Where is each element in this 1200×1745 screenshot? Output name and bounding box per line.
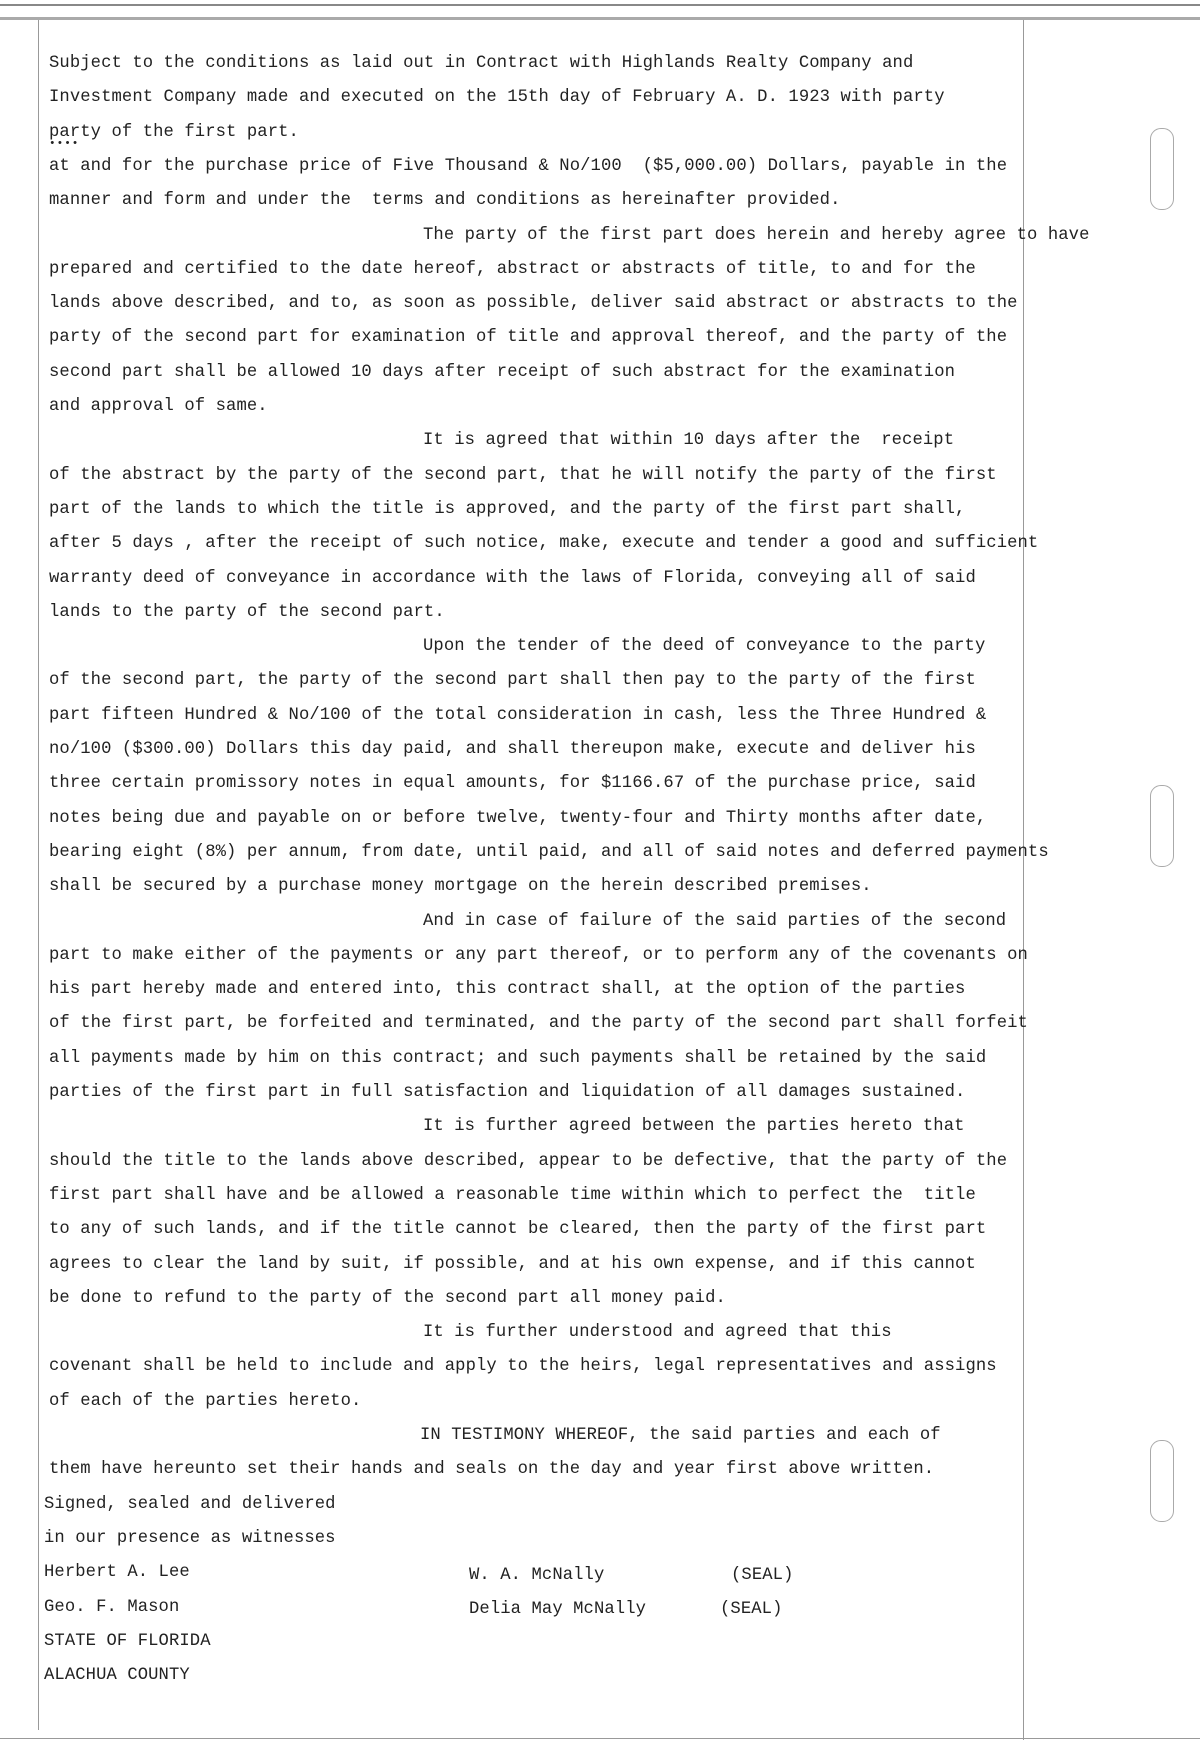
text-line: no/100 ($300.00) Dollars this day paid, and shall thereupon make, execute and deliver his: [49, 740, 976, 759]
paragraph-first-line: And in case of failure of the said parties of the second: [423, 911, 1007, 931]
text-line: Investment Company made and executed on the 15th day of February A. D. 1923 with party: [49, 88, 945, 108]
text-line: first part shall have and be allowed a reasonable time within which to perfect the title: [49, 1185, 976, 1205]
right-margin-line: [1023, 20, 1024, 1740]
paragraph-first-line: The party of the first part does herein and hereby agree to have: [423, 225, 1090, 245]
signature-name: W. A. McNally: [469, 1566, 605, 1585]
text-line: lands above described, and to, as soon as possible, deliver said abstract or abstracts to the: [49, 294, 1018, 314]
text-line: second part shall be allowed 10 days after receipt of such abstract for the examination: [49, 362, 956, 382]
text-line: Subject to the conditions as laid out in Contract with Highlands Realty Company and: [49, 54, 914, 73]
seal-label: (SEAL): [720, 1600, 783, 1619]
text-line: all payments made by him on this contract; and such payments shall be retained by the said: [49, 1048, 987, 1068]
seal-label: (SEAL): [731, 1566, 794, 1585]
left-margin-line: [38, 20, 39, 1730]
text-line: three certain promissory notes in equal amounts, for $1166.67 of the purchase price, said: [49, 774, 976, 794]
paragraph-first-line: It is agreed that within 10 days after the receipt: [423, 431, 955, 451]
binder-hole-icon: [1150, 128, 1174, 210]
text-line: to any of such lands, and if the title cannot be cleared, then the party of the first part: [49, 1220, 987, 1240]
text-line: Geo. F. Mason: [44, 1597, 180, 1617]
text-line: and approval of same.: [49, 397, 268, 416]
bottom-border: [0, 1738, 1200, 1739]
text-line: lands to the party of the second part.: [49, 602, 445, 622]
text-line: of the abstract by the party of the second part, that he will notify the party of the first: [49, 465, 997, 485]
text-line: ALACHUA COUNTY: [44, 1666, 190, 1686]
text-line: notes being due and payable on or before twelve, twenty-four and Thirty months after date,: [49, 808, 987, 828]
text-line: part fifteen Hundred & No/100 of the total consideration in cash, less the Three Hundred &: [49, 705, 987, 725]
text-line: of the first part, be forfeited and terminated, and the party of the second part shall forfeit: [49, 1014, 1028, 1034]
ellipsis-marks: ••••: [49, 138, 80, 150]
binder-hole-icon: [1150, 785, 1174, 867]
text-line: in our presence as witnesses: [44, 1528, 336, 1548]
top-border-inner: [0, 17, 1200, 20]
text-line: manner and form and under the terms and conditions as hereinafter provided.: [49, 191, 841, 211]
text-line: of each of the parties hereto.: [49, 1391, 362, 1411]
text-line: covenant shall be held to include and apply to the heirs, legal representatives and assigns: [49, 1357, 997, 1377]
text-line: STATE OF FLORIDA: [44, 1631, 211, 1651]
text-line: be done to refund to the party of the second part all money paid.: [49, 1288, 726, 1308]
text-line: at and for the purchase price of Five Thousand & No/100 ($5,000.00) Dollars, payable in the: [49, 156, 1008, 176]
text-line: part of the lands to which the title is approved, and the party of the first part shall,: [49, 499, 966, 519]
text-line: Herbert A. Lee: [44, 1563, 190, 1583]
text-line: bearing eight (8%) per annum, from date, until paid, and all of said notes and deferred payments: [49, 842, 1049, 862]
paragraph-first-line: It is further agreed between the parties hereto that: [423, 1117, 965, 1137]
paragraph-first-line: It is further understood and agreed that this: [423, 1323, 892, 1343]
text-line: warranty deed of conveyance in accordance with the laws of Florida, conveying all of said: [49, 568, 976, 588]
paragraph-first-line: IN TESTIMONY WHEREOF, the said parties and each of: [420, 1426, 941, 1445]
text-line: of the second part, the party of the second part shall then pay to the party of the first: [49, 671, 976, 691]
text-line: after 5 days , after the receipt of such notice, make, execute and tender a good and sufficient: [49, 534, 1039, 554]
top-border: [0, 4, 1200, 6]
text-line: shall be secured by a purchase money mortgage on the herein described premises.: [49, 877, 872, 897]
signature-name: Delia May McNally: [469, 1600, 647, 1619]
text-line: party of the second part for examination of title and approval thereof, and the party of the: [49, 328, 1008, 348]
text-line: should the title to the lands above described, appear to be defective, that the party of the: [49, 1151, 1008, 1171]
text-line: Signed, sealed and delivered: [44, 1494, 336, 1514]
text-line: prepared and certified to the date hereof, abstract or abstracts of title, to and for the: [49, 259, 976, 279]
text-line: part to make either of the payments or any part thereof, or to perform any of the covenants on: [49, 945, 1028, 965]
text-line: agrees to clear the land by suit, if possible, and at his own expense, and if this cannot: [49, 1254, 976, 1274]
binder-hole-icon: [1150, 1440, 1174, 1522]
text-line: his part hereby made and entered into, this contract shall, at the option of the parties: [49, 980, 966, 1000]
text-line: party of the first part.: [49, 122, 299, 142]
text-line: parties of the first part in full satisfaction and liquidation of all damages sustained.: [49, 1083, 966, 1102]
paragraph-first-line: Upon the tender of the deed of conveyance to the party: [423, 637, 986, 657]
text-line: them have hereunto set their hands and seals on the day and year first above written.: [49, 1460, 935, 1480]
